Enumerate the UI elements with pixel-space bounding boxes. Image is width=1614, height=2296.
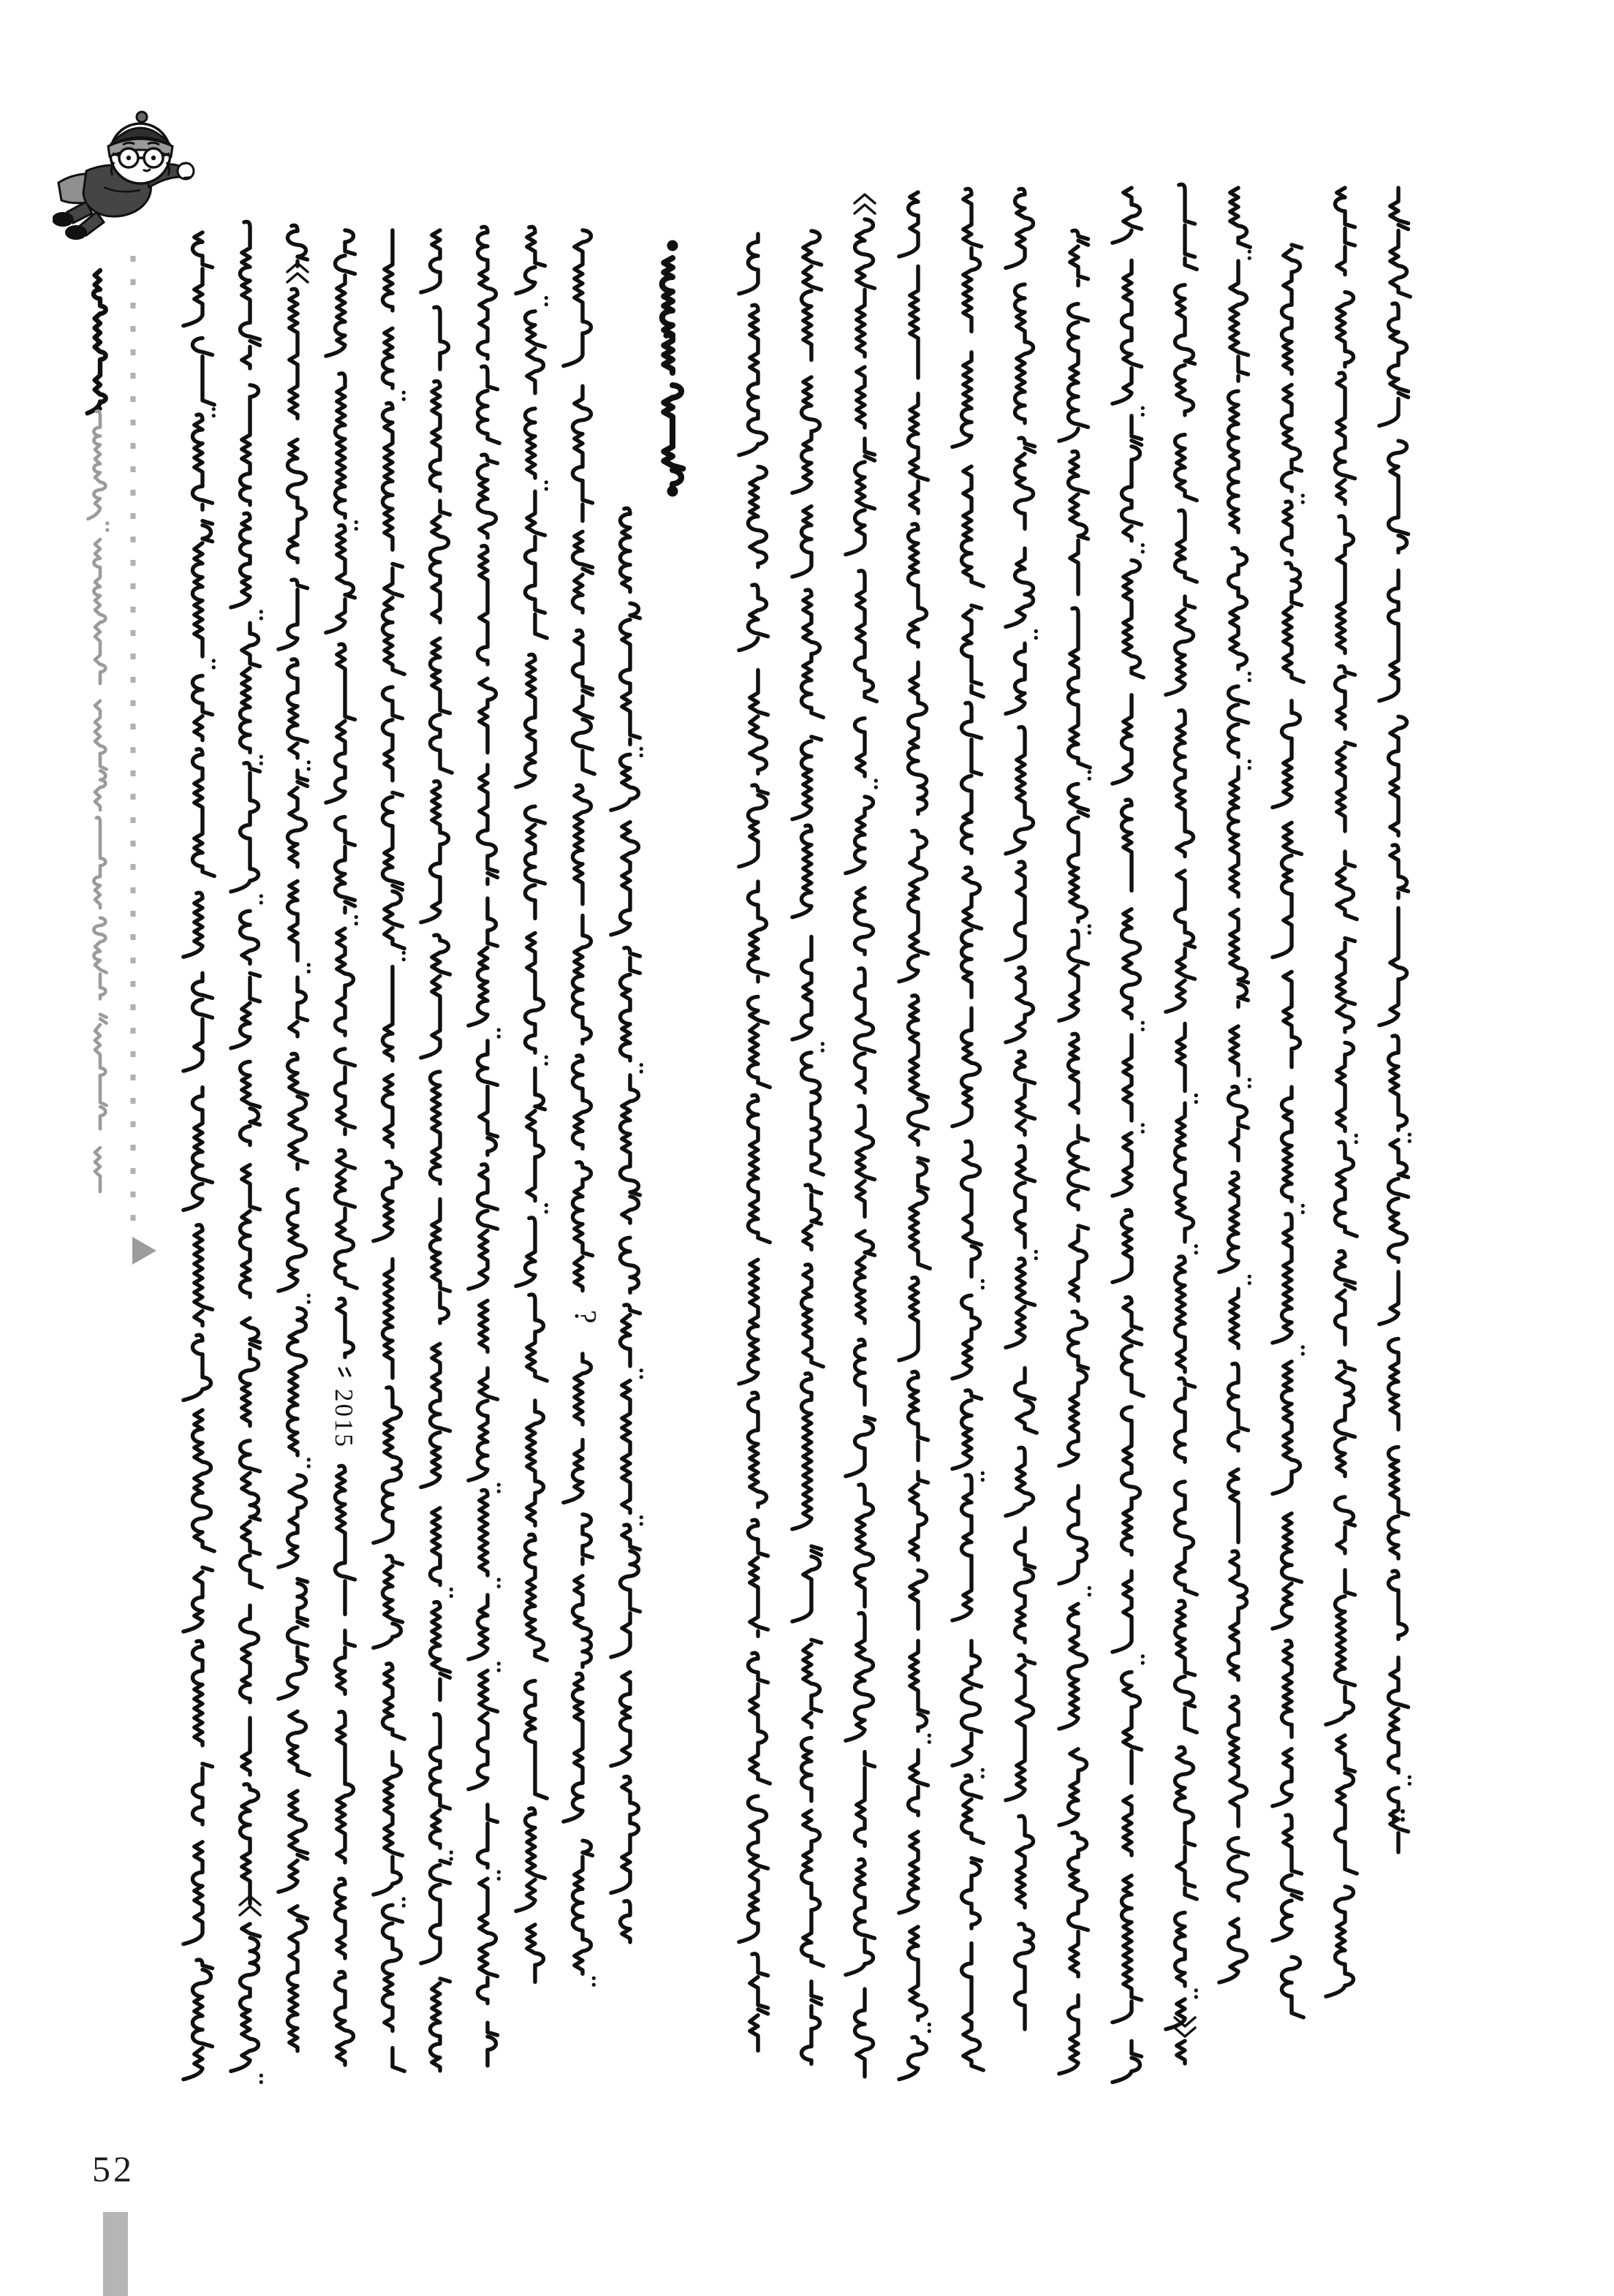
section-header-bullet	[667, 240, 678, 251]
text-column	[326, 230, 358, 2065]
guillemet-mark	[855, 194, 875, 213]
footer-accent-bar	[103, 2212, 128, 2296]
byline-colon	[98, 399, 102, 403]
text-column	[1113, 188, 1145, 2083]
text-column	[374, 230, 406, 2071]
inline-year-label: 2015	[330, 1389, 358, 1449]
flying-boy-illustration	[53, 101, 228, 254]
text-column	[611, 508, 643, 1942]
text-column	[846, 194, 878, 2077]
cartoon-eye	[151, 156, 156, 160]
text-column	[421, 230, 453, 2071]
full-stop-dots	[1392, 1817, 1396, 1822]
text-column	[516, 227, 548, 1982]
text-column	[1273, 245, 1305, 2017]
text-column	[1379, 188, 1412, 1852]
text-column	[183, 232, 216, 2080]
text-column	[1006, 189, 1038, 2029]
text-column	[1326, 188, 1358, 1996]
byline-body-column	[88, 411, 109, 1191]
text-column	[1059, 230, 1091, 2074]
text-column	[564, 230, 596, 1987]
section-header-bullet	[667, 486, 678, 497]
text-column	[1219, 188, 1251, 1982]
full-stop-dots	[1401, 1817, 1405, 1822]
cartoon-eye	[126, 156, 131, 160]
byline-label-column	[88, 270, 106, 413]
text-column	[952, 189, 985, 2070]
text-column	[231, 221, 263, 2084]
text-column	[469, 227, 501, 2065]
full-stop-dots	[1392, 1809, 1396, 1814]
quote-ticks-mark	[339, 1368, 350, 1376]
text-column	[1166, 184, 1198, 2064]
text-column	[739, 234, 770, 2050]
page-number: 52	[92, 2148, 134, 2189]
cartoon-boot	[65, 225, 87, 240]
divider-arrow-icon	[132, 1237, 156, 1265]
text-column	[899, 192, 931, 2080]
cartoon-boot	[53, 212, 74, 227]
full-stop-dots	[1401, 1809, 1405, 1814]
cartoon-hat-button	[137, 112, 147, 122]
inline-question-mark: ?	[568, 1310, 602, 1326]
text-column	[279, 225, 311, 2050]
text-column	[792, 231, 825, 2064]
section-header-column	[662, 258, 683, 488]
